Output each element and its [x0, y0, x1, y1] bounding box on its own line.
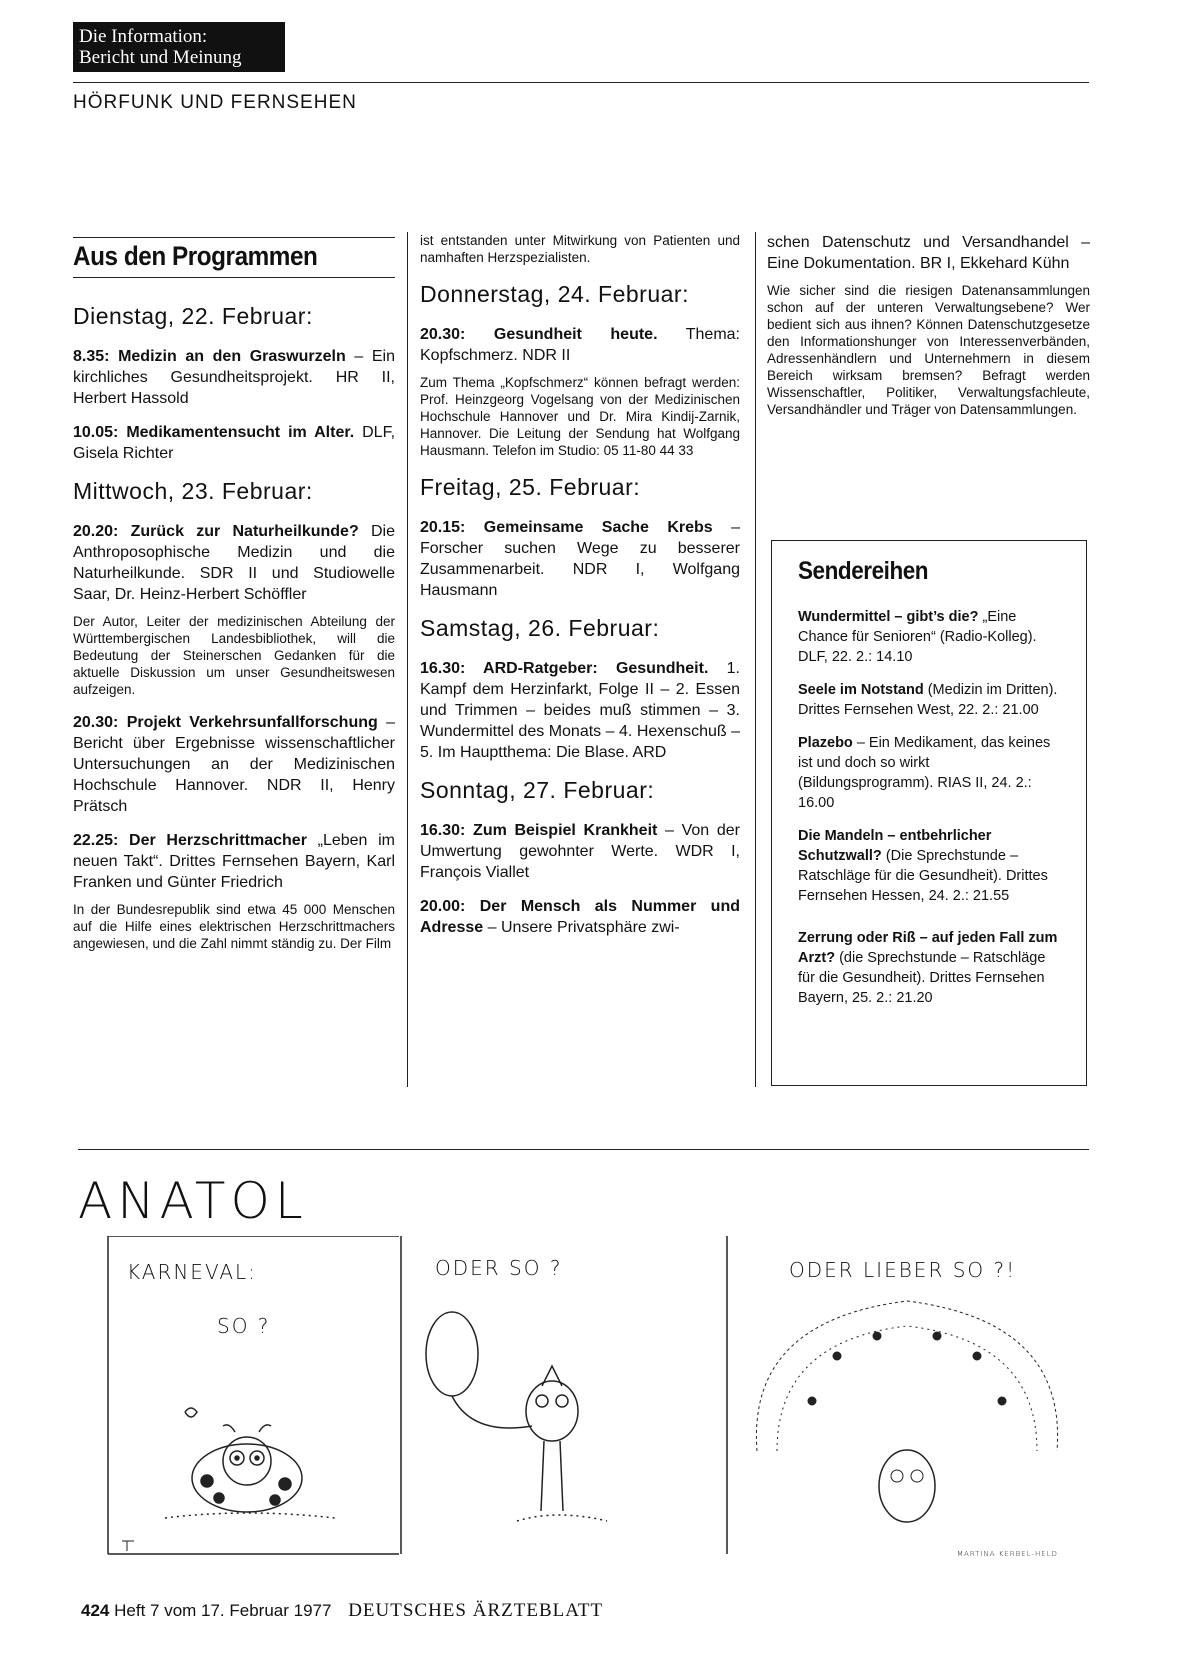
program-note: Der Autor, Leiter der medizinischen Abteilung der Württembergischen Landesbibliothek, will die Bedeutung der Steinerschen Gedanken für die aktuelle Diskussion um unser Gesundheitswesen aufzeigen. [73, 614, 395, 697]
program-note: Zum Thema „Kopfschmerz“ können befragt werden: Prof. Heinzgeorg Vogelsang von der Medizinischen Hochschule Hannover und Dr. Mira Kindij-Zarnik, Hannover. Die Leitung der Sendung hat Wolfgang Hausmann. Telefon im Studio: 05 11-80 44 33 [420, 375, 740, 458]
panel-1-caption: KARNEVAL: [127, 1260, 257, 1284]
program-time-title: 16.30: ARD-Ratgeber: Gesundheit. [420, 660, 709, 677]
series-details: (Die Sprechstunde – Ratschläge für die Gesundheit). Drittes Fernsehen Hessen, 24. 2.: 21.55 [798, 848, 1048, 904]
program-details: Die Anthroposophische Medizin und die Naturheilkunde. SDR II und Studiowelle Saar, Dr. Heinz-Herbert Schöffler [73, 523, 396, 603]
day-heading: Mittwoch, 23. Februar: [73, 478, 313, 504]
program-time-title: 20.00: Der Mensch als Nummer und Adresse [420, 898, 740, 936]
series-box [771, 540, 1087, 1086]
column-divider [407, 232, 408, 1087]
program-note: In der Bundesrepublik sind etwa 45 000 Menschen auf die Hilfe eines elektrischen Herzschrittmachers angewiesen, und die Zahl nimmt ständig zu. Der Film [73, 902, 395, 951]
program-entry [73, 712, 395, 817]
series-details: „Eine Chance für Senioren“ (Radio-Kolleg). DLF, 22. 2.: 14.10 [798, 609, 1037, 665]
program-time-title: 20.20: Zurück zur Naturheilkunde? [73, 523, 359, 540]
panel-3-caption: ODER LIEBER SO ?! [789, 1258, 1017, 1282]
series-title: Plazebo [798, 735, 853, 751]
series-entry [798, 826, 1060, 906]
series-details: – Ein Medikament, das keines ist und doch so wirkt (Bildungsprogramm). RIAS II, 24. 2.: 16.00 [798, 735, 1051, 811]
cartoon-drawing [107, 1236, 1089, 1576]
program-details: – Unsere Privatsphäre zwi- [483, 919, 680, 936]
program-entry [420, 820, 740, 883]
panel-2-caption: ODER SO ? [435, 1256, 563, 1280]
column-2 [420, 232, 740, 951]
program-details: – Forscher suchen Wege zu besserer Zusammenarbeit. NDR I, Wolfgang Hausmann [420, 519, 740, 599]
program-note: Wie sicher sind die riesigen Datenansammlungen schon auf der unteren Verwaltungsebene? Wer bedient sich aus ihnen? Können Datenschutzgesetze den Informationshunger von Interessenverbänden, Adressenhändlern und Unternehmern in diesem Bereich wirksam bremsen? Befragt werden Wissenschaftler, Politiker, Verwaltungsfachleute, Versandhändler und Träger von Datensammlungen. [767, 283, 1090, 417]
program-entry [420, 517, 740, 601]
program-details: – Von der Umwertung gewohnter Werte. WDR I, François Viallet [420, 822, 740, 881]
day-heading: Donnerstag, 24. Februar: [420, 281, 689, 307]
series-entry [798, 928, 1060, 1008]
program-time-title: 10.05: Medikamentensucht im Alter. [73, 424, 355, 441]
series-title: Zerrung oder Riß – auf jeden Fall zum Arzt? [798, 930, 1058, 966]
day-heading: Samstag, 26. Februar: [420, 615, 660, 641]
cartoon-strip [107, 1236, 1089, 1576]
series-entry [798, 733, 1060, 813]
program-entry [73, 422, 395, 464]
program-time-title: 20.30: Gesundheit heute. [420, 326, 658, 343]
series-title: Die Mandeln – entbehrlicher Schutzwall? [798, 828, 992, 864]
badge-line-1: Die Information: [79, 26, 208, 47]
day-heading: Sonntag, 27. Februar: [420, 777, 655, 803]
issue-info: Heft 7 vom 17. Februar 1977 [114, 1601, 332, 1620]
program-entry [73, 346, 395, 409]
program-details: – Bericht über Ergebnisse wissenschaftlicher Untersuchungen an der Medizinischen Hochschule Hannover. NDR II, Henry Prätsch [73, 714, 395, 815]
header-rule [73, 82, 1089, 83]
series-details: (die Sprechstunde – Ratschläge für die Gesundheit). Drittes Fernsehen Bayern, 25. 2.: 21.20 [798, 950, 1046, 1006]
day-heading: Dienstag, 22. Februar: [73, 303, 313, 329]
program-details: – Ein kirchliches Gesundheitsprojekt. HR II, Herbert Hassold [73, 348, 396, 407]
series-title: Seele im Notstand [798, 682, 924, 698]
programs-heading: Aus den Programmen [73, 241, 318, 271]
program-entry [420, 896, 740, 938]
column-3 [767, 232, 1090, 432]
cartoon-rule [78, 1149, 1089, 1150]
series-entry [798, 607, 1060, 667]
program-time-title: 16.30: Zum Beispiel Krankheit [420, 822, 658, 839]
cartoon-title: ANATOL [78, 1172, 308, 1230]
program-details: 1. Kampf dem Herzinfarkt, Folge II – 2. Essen und Trimmen – beides muß stimmen – 3. Wundermittel des Monats – 4. Hexenschuß – 5. Im Hauptthema: Die Blase. ARD [420, 660, 740, 761]
column-1 [73, 228, 395, 966]
program-details: „Leben im neuen Takt“. Drittes Fernsehen Bayern, Karl Franken und Günter Friedrich [73, 832, 395, 891]
column-divider [755, 232, 756, 1087]
page-number: 424 [81, 1601, 110, 1620]
page-footer [81, 1600, 603, 1622]
artist-credit: MARTINA KERBEL-HELD [957, 1550, 1058, 1558]
series-title: Wundermittel – gibt’s die? [798, 609, 979, 625]
peacock-owl [756, 1301, 1057, 1522]
day-heading: Freitag, 25. Februar: [420, 474, 641, 500]
program-entry [73, 830, 395, 893]
programs-heading-box [73, 237, 395, 278]
series-details: (Medizin im Dritten). Drittes Fernsehen West, 22. 2.: 21.00 [798, 682, 1058, 718]
ladybug-owl [122, 1408, 335, 1551]
program-details: Thema: Kopfschmerz. NDR II [420, 326, 740, 364]
section-title: HÖRFUNK UND FERNSEHEN [73, 92, 357, 113]
program-entry [420, 658, 740, 763]
program-time-title: 20.15: Gemeinsame Sache Krebs [420, 519, 713, 536]
badge-line-2: Bericht und Meinung [79, 47, 242, 68]
program-time-title: 22.25: Der Herzschrittmacher [73, 832, 307, 849]
journal-name: DEUTSCHES ÄRZTEBLATT [348, 1600, 604, 1621]
program-details: DLF, Gisela Richter [73, 424, 396, 462]
program-entry-continued: schen Datenschutz und Versandhandel – Eine Dokumentation. BR I, Ekkehard Kühn [767, 234, 1090, 272]
program-time-title: 20.30: Projekt Verkehrsunfallforschung [73, 714, 378, 731]
program-time-title: 8.35: Medizin an den Graswurzeln [73, 348, 346, 365]
program-entry [73, 521, 395, 605]
balloon-owl [426, 1312, 607, 1521]
series-heading: Sendereihen [798, 557, 929, 585]
program-entry [420, 324, 740, 366]
panel-1-caption-2: SO ? [217, 1314, 271, 1338]
series-entry [798, 680, 1060, 720]
section-badge [73, 22, 285, 72]
program-note: ist entstanden unter Mitwirkung von Patienten und namhaften Herzspezialisten. [420, 233, 740, 265]
